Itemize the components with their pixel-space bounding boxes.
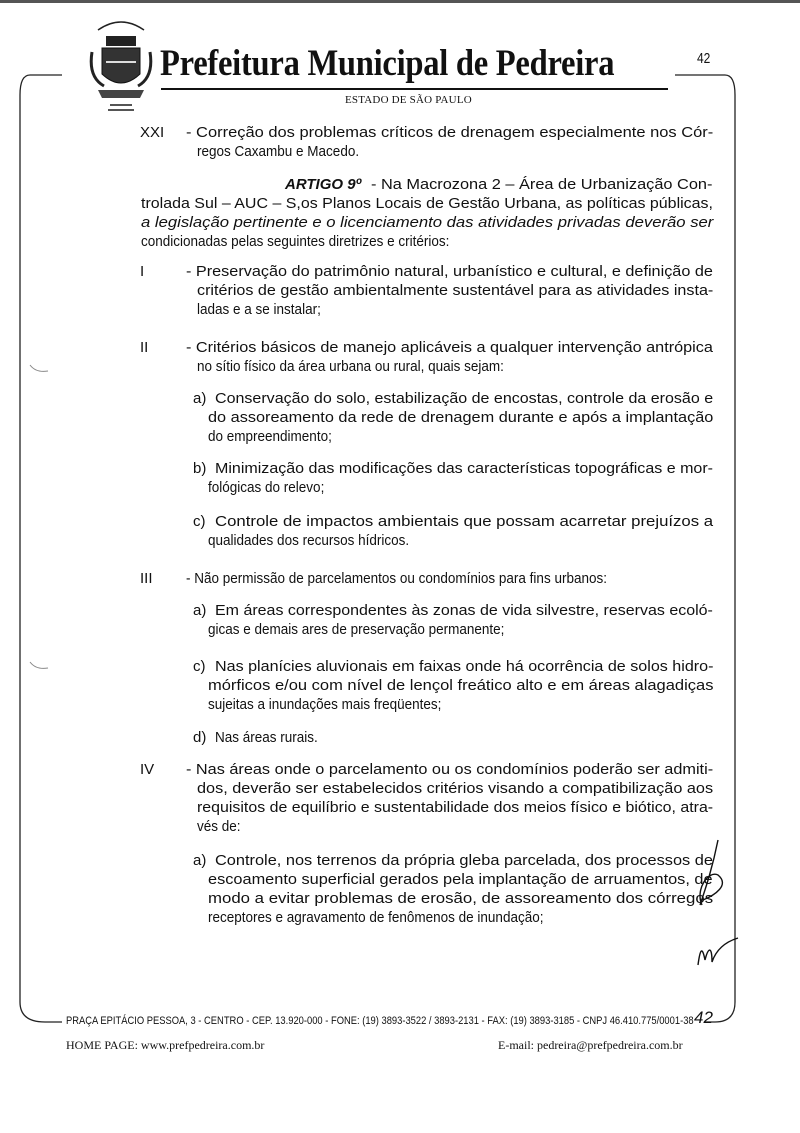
item-label: d) xyxy=(193,729,207,746)
text-line: do assoreamento da rede de drenagem durante e após a implantação xyxy=(208,409,714,426)
text-line: Nas planícies aluvionais em faixas onde há ocorrência de solos hidro- xyxy=(215,658,714,675)
item-label: a) xyxy=(193,852,207,869)
text-line: ladas e a se instalar; xyxy=(197,301,321,318)
text-line: mórficos e/ou com nível de lençol freático alto e em áreas alagadiças xyxy=(208,677,714,694)
item-label: a) xyxy=(193,602,207,619)
page-number: 42 xyxy=(697,50,711,67)
text-line: receptores e agravamento de fenômenos de inundação; xyxy=(208,909,544,926)
footer-homepage: HOME PAGE: www.prefpedreira.com.br xyxy=(66,1038,265,1052)
item-label: II xyxy=(140,339,149,356)
text-line: Controle de impactos ambientais que possam acarretar prejuízos a xyxy=(215,513,714,530)
text-line: trolada Sul – AUC – S,os Planos Locais de Gestão Urbana, as políticas públicas, xyxy=(141,195,713,212)
item-label: III xyxy=(140,570,153,587)
footer-address: PRAÇA EPITÁCIO PESSOA, 3 - CENTRO - CEP. 13.920-000 - FONE: (19) 3893-3522 / 3893-2131 - FAX: (19) 3893-3185 - CNPJ 46.410.775/0001-38 xyxy=(66,1015,694,1027)
text-line: - Nas áreas onde o parcelamento ou os condomínios poderão ser admiti- xyxy=(186,761,714,778)
text-line: Minimização das modificações das características topográficas e mor- xyxy=(215,460,714,477)
text-line: - Na Macrozona 2 – Área de Urbanização Con- xyxy=(371,176,713,193)
text-line: modo a evitar problemas de erosão, de assoreamento dos córregos xyxy=(208,890,714,907)
text-line: regos Caxambu e Macedo. xyxy=(197,143,360,160)
item-label: a) xyxy=(193,390,207,407)
text-line: Em áreas correspondentes às zonas de vida silvestre, reservas ecoló- xyxy=(215,602,713,619)
text-line: - Preservação do patrimônio natural, urbanístico e cultural, e definição de xyxy=(186,263,713,280)
item-label: b) xyxy=(193,460,207,477)
text-line: do empreendimento; xyxy=(208,428,332,445)
text-line: Conservação do solo, estabilização de encostas, controle da erosão e xyxy=(215,390,714,407)
text-line: qualidades dos recursos hídricos. xyxy=(208,532,410,549)
text-line: critérios de gestão ambientalmente sustentável para as atividades insta- xyxy=(197,282,714,299)
state-subtitle: ESTADO DE SÃO PAULO xyxy=(345,94,472,106)
text-line: Controle, nos terrenos da própria gleba parcelada, dos processos de xyxy=(215,852,713,869)
handwritten-page-number: 42 xyxy=(694,1008,713,1027)
text-line: sujeitas a inundações mais freqüentes; xyxy=(208,696,442,713)
text-line: requisitos de equilíbrio e sustentabilidade dos meios físico e biótico, atra- xyxy=(197,799,714,816)
text-line: no sítio físico da área urbana ou rural, quais sejam: xyxy=(197,358,504,375)
item-label: I xyxy=(140,263,145,280)
text-line: Nas áreas rurais. xyxy=(215,729,318,746)
text-line: escoamento superficial gerados pela implantação de arruamentos, de xyxy=(208,871,713,888)
text-line: vés de: xyxy=(197,818,241,835)
footer-email: E-mail: pedreira@prefpedreira.com.br xyxy=(498,1038,683,1052)
text-line: condicionadas pelas seguintes diretrizes e critérios: xyxy=(141,233,450,250)
text-line: dos, deverão ser estabelecidos critérios visando a compatibilização aos xyxy=(197,780,714,797)
page-title: Prefeitura Municipal de Pedreira xyxy=(160,43,615,84)
text-line: - Correção dos problemas críticos de drenagem especialmente nos Cór- xyxy=(186,124,714,141)
text-line: gicas e demais ares de preservação permanente; xyxy=(208,621,505,638)
item-label: c) xyxy=(193,658,206,675)
text-line: a legislação pertinente e o licenciamento das atividades privadas deverão ser xyxy=(141,214,714,231)
text-line: - Não permissão de parcelamentos ou condomínios para fins urbanos: xyxy=(186,570,607,587)
text-line: - Critérios básicos de manejo aplicáveis a qualquer intervenção antrópica xyxy=(186,339,713,356)
title-underline xyxy=(161,88,668,90)
text-line: fológicas do relevo; xyxy=(208,479,325,496)
item-label: IV xyxy=(140,761,155,778)
item-label: XXI xyxy=(140,124,165,141)
item-label: c) xyxy=(193,513,206,530)
article-heading: ARTIGO 9º xyxy=(285,176,362,193)
municipal-coat-of-arms-logo xyxy=(86,12,156,116)
